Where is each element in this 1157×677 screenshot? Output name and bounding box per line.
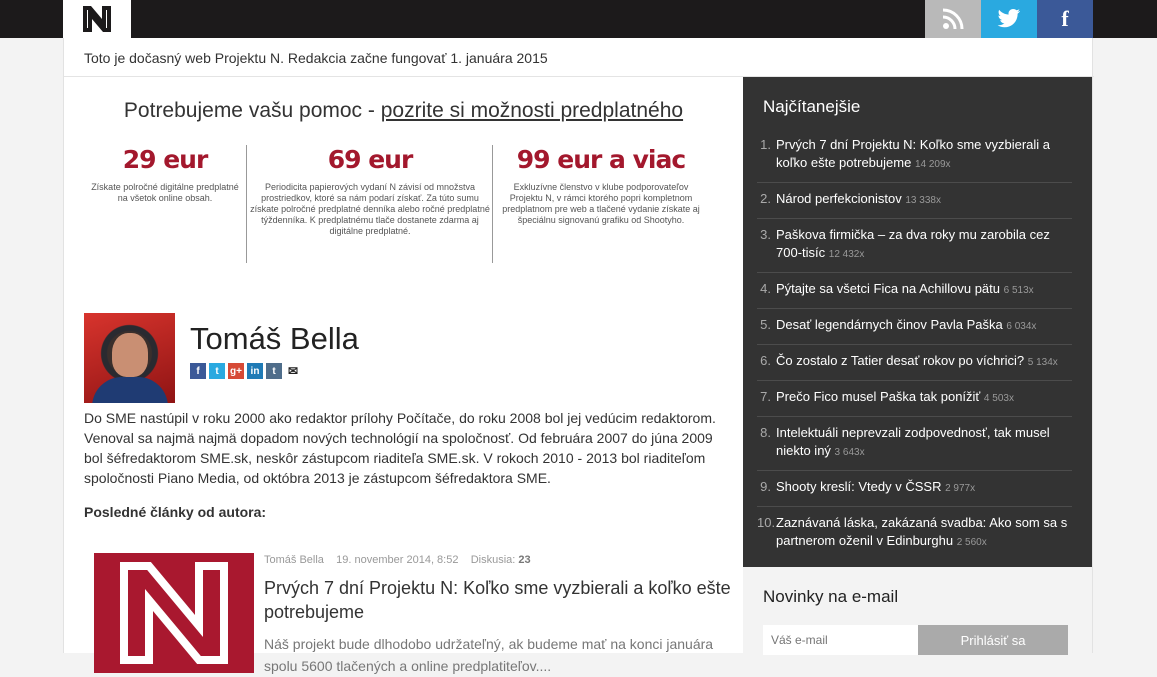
divider	[246, 145, 247, 263]
article-title[interactable]: Prvých 7 dní Projektu N: Koľko sme vyzbierali a koľko ešte potrebujeme	[264, 578, 731, 622]
most-read-text	[776, 388, 1014, 408]
article-meta	[264, 554, 531, 566]
most-read-text	[776, 352, 1058, 372]
most-read-number: 6.	[760, 353, 771, 368]
notice-text: Toto je dočasný web Projektu N. Redakcia začne fungovať 1. januára 2015	[84, 50, 548, 66]
price-description: Získate polročné digitálne predplatné na všetok online obsah.	[91, 182, 239, 203]
site-logo[interactable]	[63, 0, 131, 38]
most-read-item[interactable]	[757, 471, 1072, 507]
linkedin-icon[interactable]: in	[247, 363, 263, 379]
most-read-count: 3 643x	[834, 447, 865, 458]
most-read-item[interactable]	[757, 381, 1072, 417]
price-description: Exkluzívne členstvo v klube podporovateľov Projektu N, v rámci ktorého popri kompletnom predplatnom pre web a tlačené vydanie získate aj špeciálnu signovanú grafiku od Shootyho.	[502, 182, 700, 225]
price-amount: 29 eur	[122, 145, 208, 174]
most-read-count: 2 977x	[945, 483, 976, 494]
article-discussion-label[interactable]: Diskusia:	[470, 554, 516, 566]
most-read-title-link[interactable]: Intelektuáli neprevzali zodpovednosť, tak musel niekto iný	[776, 425, 1050, 458]
email-input[interactable]	[763, 625, 918, 655]
twitter-icon[interactable]: t	[209, 363, 225, 379]
most-read-text	[776, 226, 1072, 264]
most-read-number: 4.	[760, 281, 771, 296]
newsletter-title: Novinky na e-mail	[763, 587, 899, 606]
most-read-count: 13 338x	[905, 195, 941, 206]
author-share-icons	[190, 363, 301, 379]
rss-button[interactable]	[925, 0, 981, 38]
most-read-item[interactable]	[757, 183, 1072, 219]
most-read-item[interactable]	[757, 219, 1072, 273]
most-read-title-link[interactable]: Pýtajte sa všetci Fica na Achillovu pätu	[776, 281, 1001, 296]
most-read-number: 10.	[757, 515, 776, 530]
most-read-item[interactable]	[757, 417, 1072, 471]
most-read-count: 12 432x	[828, 249, 865, 260]
price-amount: 69 eur	[327, 145, 413, 174]
most-read-item[interactable]	[757, 129, 1072, 183]
facebook-icon[interactable]: f	[190, 363, 206, 379]
most-read-count: 14 209x	[914, 159, 951, 170]
most-read-text	[776, 316, 1036, 336]
page-container	[63, 38, 1093, 674]
most-read-number: 2.	[760, 191, 771, 206]
most-read-text	[776, 136, 1072, 174]
twitter-button[interactable]	[981, 0, 1037, 38]
most-read-text	[776, 478, 975, 498]
tumblr-icon[interactable]: t	[266, 363, 282, 379]
most-read-count: 2 560x	[956, 537, 987, 548]
most-read-item[interactable]	[757, 273, 1072, 309]
price-description: Periodicita papierových vydaní N závisí od množstva prostriedkov, ktoré sa nám podarí získať. Za túto sumu získate polročné predplatné denníka alebo ročné predplatné týždenníka. K predplatnému tlače dostanete zdarma aj digitálne predplatné.	[250, 182, 490, 236]
article-date: 19. november 2014, 8:52	[336, 554, 459, 566]
author-name: Tomáš Bella	[190, 321, 359, 356]
most-read-title-link[interactable]: Zaznávaná láska, zakázaná svadba: Ako som sa s partnerom oženil v Edinburghu	[776, 515, 1068, 548]
article-author[interactable]: Tomáš Bella	[264, 554, 324, 566]
most-read-text	[776, 280, 1034, 300]
most-read-item[interactable]	[757, 309, 1072, 345]
most-read-count: 6 034x	[1006, 321, 1037, 332]
author-photo-face	[112, 333, 148, 377]
promo-title	[64, 99, 743, 123]
most-read-number: 5.	[760, 317, 771, 332]
article-thumbnail[interactable]	[94, 553, 254, 673]
most-read-title-link[interactable]: Desať legendárnych činov Pavla Paška	[776, 317, 1003, 332]
most-read-text	[776, 514, 1072, 552]
most-read-title-link[interactable]: Národ perfekcionistov	[776, 191, 902, 206]
author-photo-shirt	[92, 377, 168, 403]
twitter-icon	[997, 9, 1021, 29]
most-read-title-link[interactable]: Čo zostalo z Tatier desať rokov po víchrici?	[776, 353, 1025, 368]
email-icon[interactable]: ✉	[285, 363, 301, 379]
google-plus-icon[interactable]: g+	[228, 363, 244, 379]
price-option-69[interactable]	[248, 145, 492, 263]
most-read-text	[776, 424, 1072, 462]
most-read-title: Najčítanejšie	[763, 97, 861, 116]
price-option-99[interactable]	[496, 145, 706, 263]
price-option-29[interactable]	[86, 145, 244, 263]
most-read-number: 8.	[760, 425, 771, 440]
n-logo-icon	[82, 5, 112, 33]
promo-title-prefix: Potrebujeme vašu pomoc -	[123, 99, 381, 122]
most-read-text	[776, 190, 941, 210]
most-read-item[interactable]	[757, 507, 1072, 560]
most-read-count: 4 503x	[983, 393, 1014, 404]
most-read-title-link[interactable]: Shooty kreslí: Vtedy v ČSSR	[776, 479, 942, 494]
most-read-title-link[interactable]: Prečo Fico musel Paška tak ponížiť	[776, 389, 981, 404]
price-options	[86, 145, 706, 263]
top-bar	[0, 0, 1157, 38]
rss-icon	[942, 8, 964, 30]
facebook-button[interactable]	[1037, 0, 1093, 38]
most-read-number: 7.	[760, 389, 771, 404]
most-read-number: 3.	[760, 227, 771, 242]
article-excerpt: Náš projekt bude dlhodobo udržateľný, ak budeme mať na konci januára spolu 5600 tlačených a online predplatiteľov....	[264, 636, 714, 674]
subscription-link[interactable]: pozrite si možnosti predplatného	[380, 99, 684, 122]
author-photo	[84, 313, 175, 403]
price-amount: 99 eur a viac	[516, 145, 686, 174]
n-logo-icon	[114, 558, 234, 668]
article-discussion-count[interactable]: 23	[518, 554, 531, 566]
most-read-count: 5 134x	[1027, 357, 1058, 368]
subscribe-button[interactable]: Prihlásiť sa	[918, 625, 1068, 655]
most-read-count: 6 513x	[1003, 285, 1034, 296]
most-read-number: 9.	[760, 479, 771, 494]
facebook-icon: f	[1061, 6, 1069, 31]
most-read-title-link[interactable]: Prvých 7 dní Projektu N: Koľko sme vyzbierali a koľko ešte potrebujeme	[776, 137, 1051, 170]
most-read-sidebar	[743, 77, 1092, 567]
most-read-item[interactable]	[757, 345, 1072, 381]
most-read-title-link[interactable]: Paškova firmička – za dva roky mu zarobila cez 700-tisíc	[776, 227, 1050, 260]
newsletter-box	[743, 567, 1092, 653]
most-read-list	[757, 129, 1072, 560]
divider	[492, 145, 493, 263]
author-bio: Do SME nastúpil v roku 2000 ako redaktor prílohy Počítače, do roku 2008 bol jej vedúcim redaktorom. Venoval sa najmä najmä dopadom nových technológií na spoločnosť. Od februára 2007 do júna 2009 bol šéfredaktorom SME.sk, neskôr zástupcom riaditeľa SME.sk. V rokoch 2010 - 2013 bol riaditeľom spoločnosti Piano Media, od októbra 2013 je zástupcom šéfredaktora SME.	[84, 410, 716, 486]
latest-articles-heading: Posledné články od autora:	[84, 504, 267, 520]
most-read-number: 1.	[760, 137, 771, 152]
